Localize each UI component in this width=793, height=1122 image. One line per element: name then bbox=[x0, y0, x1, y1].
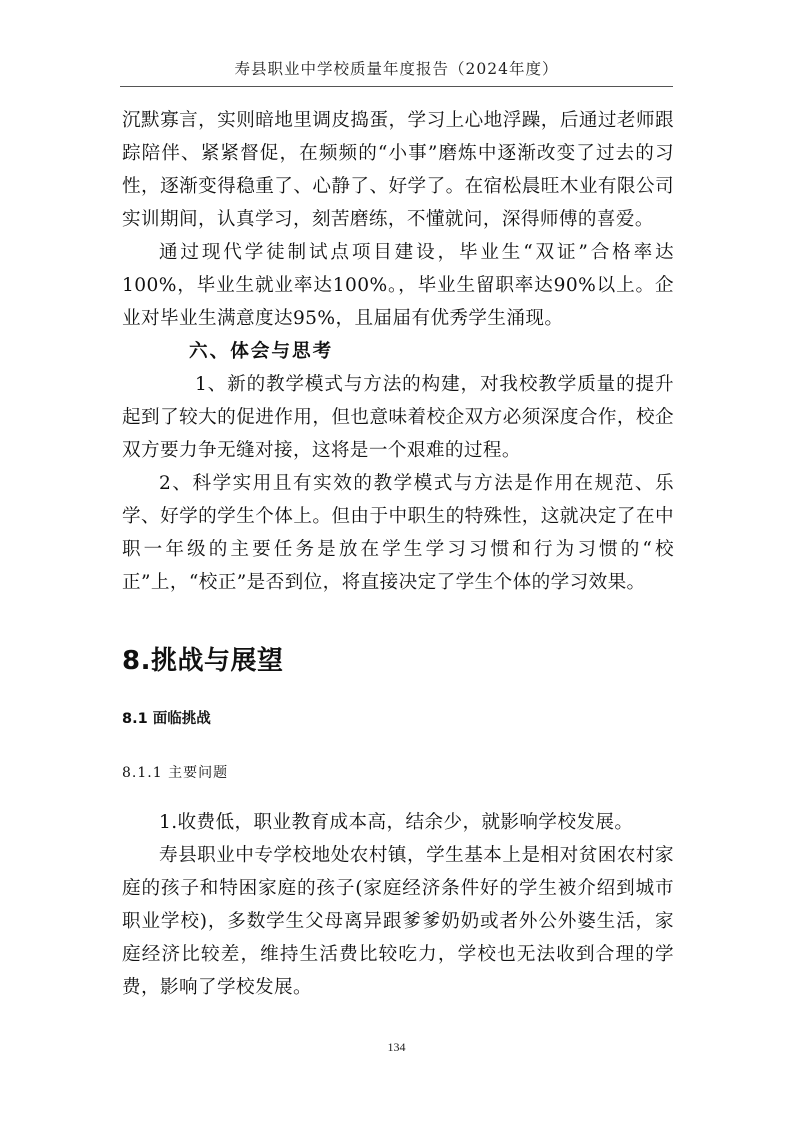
problem-item-1: 1.收费低，职业教育成本高，结余少，就影响学校发展。 bbox=[159, 812, 634, 833]
problem-paragraph: 寿县职业中专学校地处农村镇，学生基本上是相对贫困农村家庭的孩子和特困家庭的孩子(家庭经济条件好的学生被介绍到城市职业学校)，多数学生父母离异跟爹爹奶奶或者外公外婆生活，家庭经济比较差，维持生活费比较吃力，学校也无法收到合理的学费，影响了学校发展。 bbox=[122, 845, 674, 998]
section-title-reflection: 六、体会与思考 bbox=[189, 341, 334, 362]
reflection-item-1: 1、新的教学模式与方法的构建，对我校教学质量的提升起到了较大的促进作用，但也意味着校企双方必须深度合作，校企双方要力争无缝对接，这将是一个艰难的过程。 bbox=[122, 374, 674, 461]
subsubsection-title: 8.1.1 主要问题 bbox=[122, 765, 229, 781]
header-divider bbox=[120, 86, 673, 87]
page-header: 寿县职业中学校质量年度报告（2024年度） bbox=[234, 60, 559, 78]
reflection-item-2: 2、科学实用且有实效的教学模式与方法是作用在规范、乐学、好学的学生个体上。但由于中职生的特殊性，这就决定了在中职一年级的主要任务是放在学生学习习惯和行为习惯的“校正”上，“校正”是否到位，将直接决定了学生个体的学习效果。 bbox=[122, 473, 674, 593]
subsection-title: 8.1 面临挑战 bbox=[122, 711, 211, 727]
page-number: 134 bbox=[387, 1040, 406, 1054]
paragraph-continuation: 沉默寡言，实则暗地里调皮捣蛋，学习上心地浮躁，后通过老师跟踪陪伴、紧紧督促，在频频的“小事”磨炼中逐渐改变了过去的习性，逐渐变得稳重了、心静了、好学了。在宿松晨旺木业有限公司实训期间，认真学习，刻苦磨练，不懂就问，深得师傅的喜爱。 bbox=[122, 110, 674, 230]
body-bottom bbox=[122, 806, 674, 1004]
paragraph-results: 通过现代学徒制试点项目建设，毕业生“双证”合格率达100%，毕业生就业率达100%。，毕业生留职率达90%以上。企业对毕业生满意度达95%，且届届有优秀学生涌现。 bbox=[122, 242, 674, 329]
chapter-title: 8.挑战与展望 bbox=[122, 646, 284, 676]
body-top bbox=[122, 104, 674, 599]
